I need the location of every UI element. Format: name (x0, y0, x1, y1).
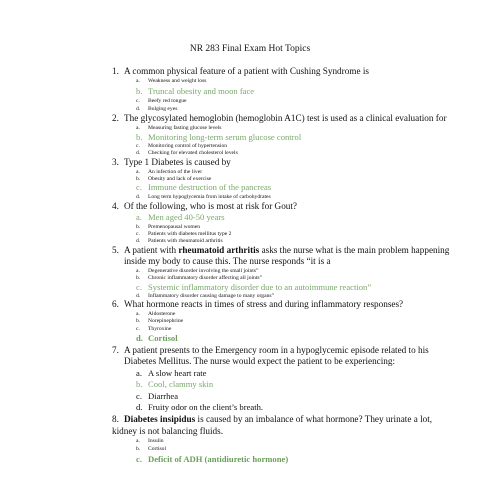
question-number: 8. (112, 414, 119, 424)
question-text: The glycosylated hemoglobin (hemoglobin A1C) test is used as a clinical evaluation for (124, 113, 447, 123)
question-text: Of the following, who is most at risk for Gout? (124, 201, 298, 211)
question-number: 4. (112, 201, 119, 211)
question-text: A common physical feature of a patient with Cushing Syndrome is (124, 66, 369, 76)
question-number: 6. (112, 299, 119, 309)
question-number: 2. (112, 113, 119, 123)
question-text: A patient with rheumatoid arthritis asks the nurse what is the main problem happening (124, 245, 450, 255)
page-title: NR 283 Final Exam Hot Topics (189, 44, 311, 54)
question-number: 3. (112, 157, 119, 167)
document-page: NR 283 Final Exam Hot Topics 1. A common physical feature of a patient with Cushing Syndrome is a. Weakness and weight loss b. Truncal obesity and moon face c. Beefy red tongue d. Bulging eyes 2. The glycosylated hemoglobin (hemoglobin A1C) test is used as a clinical evaluation for a. Measuring fasting glucose levels b. Monitoring long-term serum glucose control c. Monitoring control of hypertension d. Checking for elevated cholesterol levels 3. Type 1 Diabetes is caused by a. An infection of the liver b. Obesity and lack of exercise c. Immune destruction of the pancreas d. Long term hypoglycemia from intake of carbohydrates 4. Of the following, who is most at risk for Gout? a. Men aged 40-50 years b. Premenopausal women c. Patients with diabetes mellitus type 2 d. Patients with rheumatoid arthritis 5. A patient with rheumatoid arthritis asks the nurse what is the main problem happening inside my body to cause this. The nurse responds “it is a a. Degenerative disorder involving the small joints” b. Chronic inflammatory disorder affecting all joints” c. Systemic inflammatory disorder due to an autoimmune reaction” d. Inflammatory disorder causing damage to many organs” 6. What hormone reacts in times of stress and during inflammatory responses? a. Aldosterone b. Norepinephrine c. Thyroxine d. Cortisol 7. A patient presents to the Emergency room in a hypoglycemic episode related to his Diabetes Mellitus. The nurse would expect the patient to be experiencing: a. A slow heart rate b. Cool, clammy skin c. Diarrhea d. Fruity odor on the client’s breath. 8. Diabetes insipidus is caused by an imbalance of what hormone? They urinate a lot, kidney is not balancing fluids. a. Insulin b. Cortisol c. Deficit of ADH (antidiuretic hormone) (0, 0, 500, 500)
question-text: What hormone reacts in times of stress and during inflammatory responses? (124, 299, 404, 309)
question-number: 7. (112, 345, 119, 355)
question-number: 5. (112, 245, 119, 255)
question-text: A patient presents to the Emergency room in a hypoglycemic episode related to his (124, 345, 429, 355)
question-text: Type 1 Diabetes is caused by (124, 157, 231, 167)
question-number: 1. (112, 66, 119, 76)
question-text: Diabetes insipidus is caused by an imbalance of what hormone? They urinate a lot, (124, 414, 433, 424)
